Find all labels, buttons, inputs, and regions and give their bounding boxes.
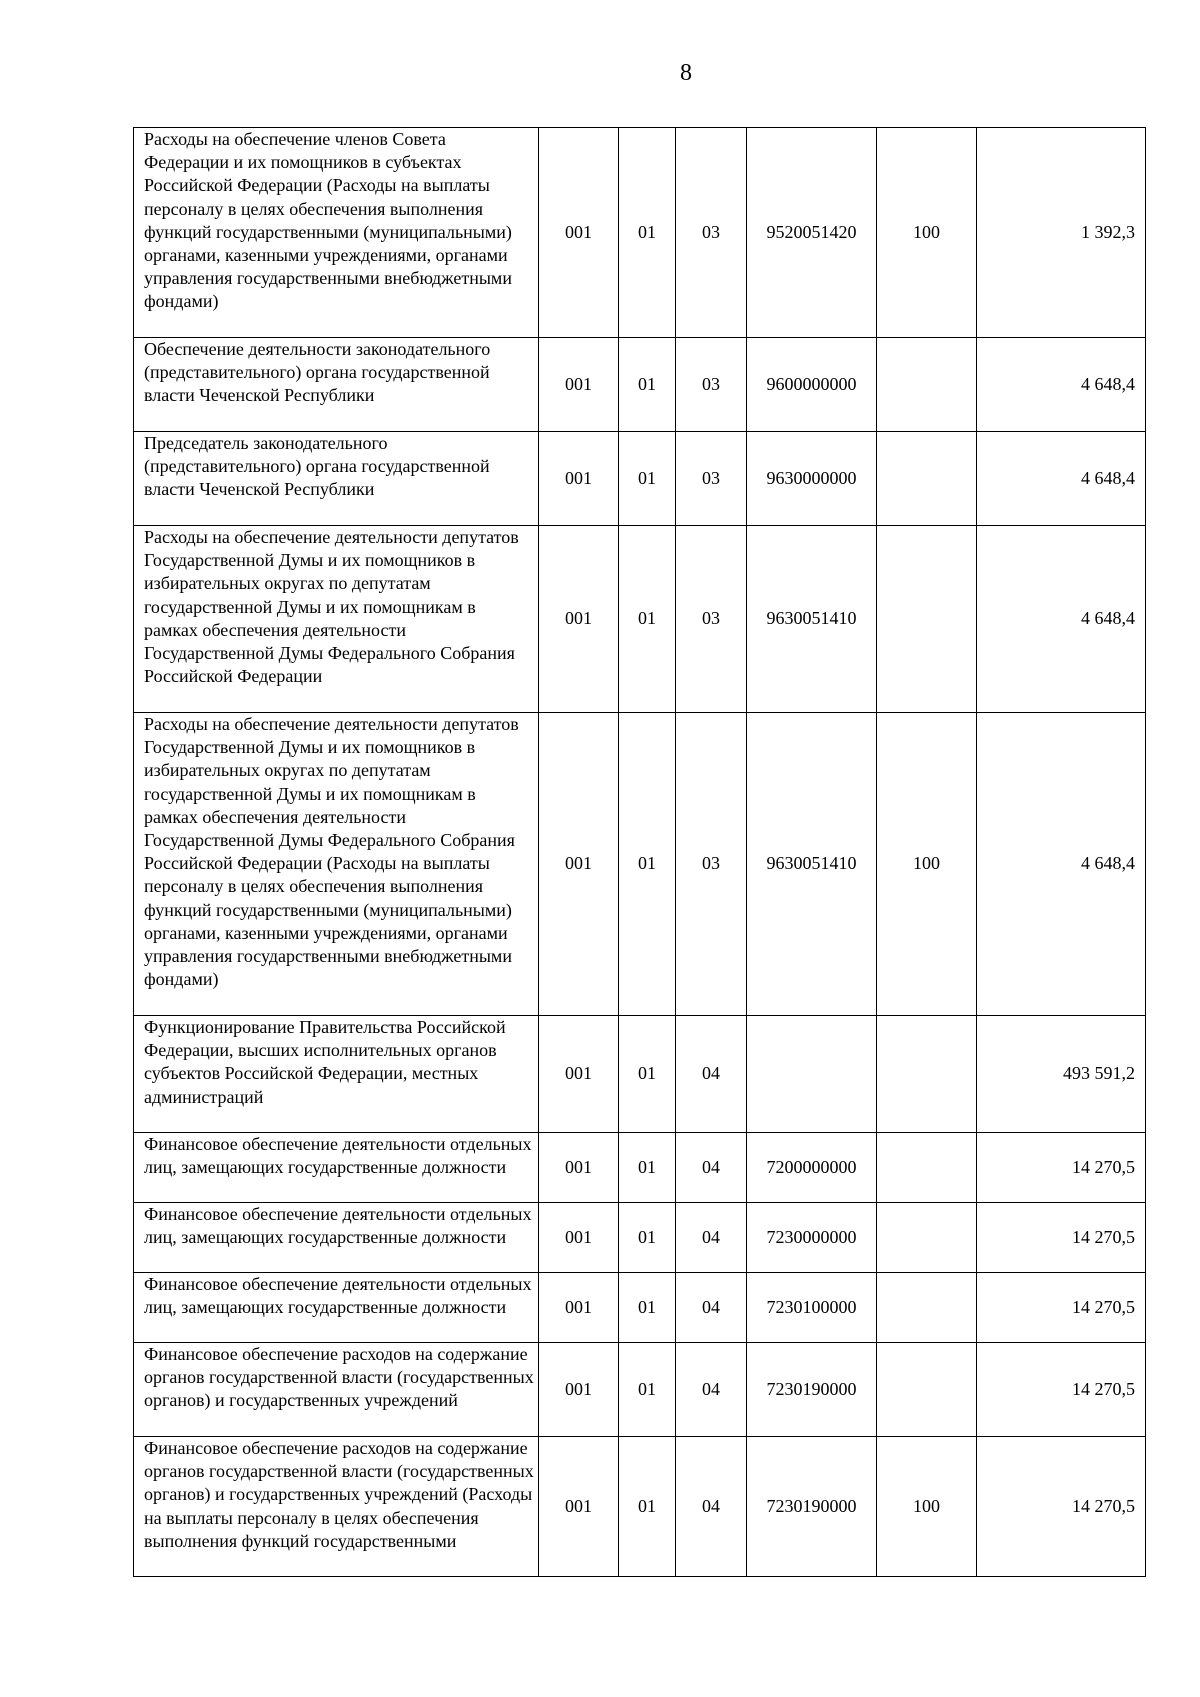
row-name: Финансовое обеспечение расходов на содержание органов государственной власти (государственных органов) и государственных учреждений (134, 1343, 539, 1437)
row-name: Расходы на обеспечение членов Совета Федерации и их помощников в субъектах Российской Федерации (Расходы на выплаты персоналу в целях обеспечения выполнения функций государственными (муниципальными) органами, казенными учреждениями, органами управления государственными внебюджетными фондами) (134, 128, 539, 338)
target-article-code: 9630051410 (747, 713, 877, 1016)
expense-type-code (877, 526, 977, 713)
amount: 14 270,5 (977, 1133, 1146, 1203)
expense-type-code (877, 338, 977, 432)
ministry-code: 001 (539, 1133, 619, 1203)
target-article-code: 7230000000 (747, 1203, 877, 1273)
ministry-code: 001 (539, 1343, 619, 1437)
amount: 14 270,5 (977, 1203, 1146, 1273)
target-article-code: 7230100000 (747, 1273, 877, 1343)
table-row (134, 338, 1146, 432)
ministry-code: 001 (539, 713, 619, 1016)
ministry-code: 001 (539, 1203, 619, 1273)
section-code: 01 (619, 713, 676, 1016)
subsection-code: 03 (676, 432, 747, 526)
expense-type-code (877, 1273, 977, 1343)
row-name: Финансовое обеспечение расходов на содержание органов государственной власти (государственных органов) и государственных учреждений (Расходы на выплаты персоналу в целях обеспечения выполнения функций государственными (134, 1437, 539, 1577)
table-row (134, 1273, 1146, 1343)
page-number: 8 (680, 60, 692, 86)
ministry-code: 001 (539, 338, 619, 432)
table-row (134, 432, 1146, 526)
expense-type-code: 100 (877, 1437, 977, 1577)
row-name: Расходы на обеспечение деятельности депутатов Государственной Думы и их помощников в избирательных округах по депутатам государственной Думы и их помощникам в рамках обеспечения деятельности Государственной Думы Федерального Собрания Российской Федерации (Расходы на выплаты персоналу в целях обеспечения выполнения функций государственными (муниципальными) органами, казенными учреждениями, органами управления государственными внебюджетными фондами) (134, 713, 539, 1016)
section-code: 01 (619, 432, 676, 526)
table-row (134, 1203, 1146, 1273)
subsection-code: 04 (676, 1343, 747, 1437)
target-article-code (747, 1016, 877, 1133)
row-name: Расходы на обеспечение деятельности депутатов Государственной Думы и их помощников в избирательных округах по депутатам государственной Думы и их помощникам в рамках обеспечения деятельности Государственной Думы Федерального Собрания Российской Федерации (134, 526, 539, 713)
target-article-code: 9630000000 (747, 432, 877, 526)
amount: 14 270,5 (977, 1273, 1146, 1343)
ministry-code: 001 (539, 432, 619, 526)
section-code: 01 (619, 1343, 676, 1437)
amount: 14 270,5 (977, 1437, 1146, 1577)
amount: 1 392,3 (977, 128, 1146, 338)
expense-type-code: 100 (877, 713, 977, 1016)
target-article-code: 9520051420 (747, 128, 877, 338)
subsection-code: 04 (676, 1437, 747, 1577)
ministry-code: 001 (539, 1016, 619, 1133)
subsection-code: 03 (676, 128, 747, 338)
table-row (134, 1016, 1146, 1133)
section-code: 01 (619, 1203, 676, 1273)
expense-type-code: 100 (877, 128, 977, 338)
row-name: Обеспечение деятельности законодательного (представительного) органа государственной власти Чеченской Республики (134, 338, 539, 432)
section-code: 01 (619, 338, 676, 432)
target-article-code: 9600000000 (747, 338, 877, 432)
section-code: 01 (619, 1437, 676, 1577)
target-article-code: 7200000000 (747, 1133, 877, 1203)
amount: 493 591,2 (977, 1016, 1146, 1133)
row-name: Финансовое обеспечение деятельности отдельных лиц, замещающих государственные должности (134, 1203, 539, 1273)
table-row (134, 1343, 1146, 1437)
table-row (134, 713, 1146, 1016)
section-code: 01 (619, 1133, 676, 1203)
target-article-code: 9630051410 (747, 526, 877, 713)
expense-type-code (877, 1016, 977, 1133)
ministry-code: 001 (539, 1273, 619, 1343)
expense-type-code (877, 432, 977, 526)
subsection-code: 04 (676, 1273, 747, 1343)
expense-type-code (877, 1203, 977, 1273)
section-code: 01 (619, 1016, 676, 1133)
row-name: Финансовое обеспечение деятельности отдельных лиц, замещающих государственные должности (134, 1273, 539, 1343)
subsection-code: 04 (676, 1016, 747, 1133)
subsection-code: 03 (676, 526, 747, 713)
amount: 4 648,4 (977, 713, 1146, 1016)
row-name: Финансовое обеспечение деятельности отдельных лиц, замещающих государственные должности (134, 1133, 539, 1203)
row-name: Председатель законодательного (представительного) органа государственной власти Чеченской Республики (134, 432, 539, 526)
budget-table (133, 127, 1146, 1577)
subsection-code: 03 (676, 713, 747, 1016)
table-row (134, 1133, 1146, 1203)
section-code: 01 (619, 526, 676, 713)
amount: 4 648,4 (977, 432, 1146, 526)
table-row (134, 128, 1146, 338)
target-article-code: 7230190000 (747, 1343, 877, 1437)
subsection-code: 04 (676, 1133, 747, 1203)
table-row (134, 526, 1146, 713)
section-code: 01 (619, 1273, 676, 1343)
target-article-code: 7230190000 (747, 1437, 877, 1577)
ministry-code: 001 (539, 526, 619, 713)
subsection-code: 04 (676, 1203, 747, 1273)
expense-type-code (877, 1133, 977, 1203)
amount: 14 270,5 (977, 1343, 1146, 1437)
row-name: Функционирование Правительства Российской Федерации, высших исполнительных органов субъектов Российской Федерации, местных администраций (134, 1016, 539, 1133)
ministry-code: 001 (539, 1437, 619, 1577)
table-row (134, 1437, 1146, 1577)
section-code: 01 (619, 128, 676, 338)
subsection-code: 03 (676, 338, 747, 432)
ministry-code: 001 (539, 128, 619, 338)
amount: 4 648,4 (977, 338, 1146, 432)
amount: 4 648,4 (977, 526, 1146, 713)
expense-type-code (877, 1343, 977, 1437)
